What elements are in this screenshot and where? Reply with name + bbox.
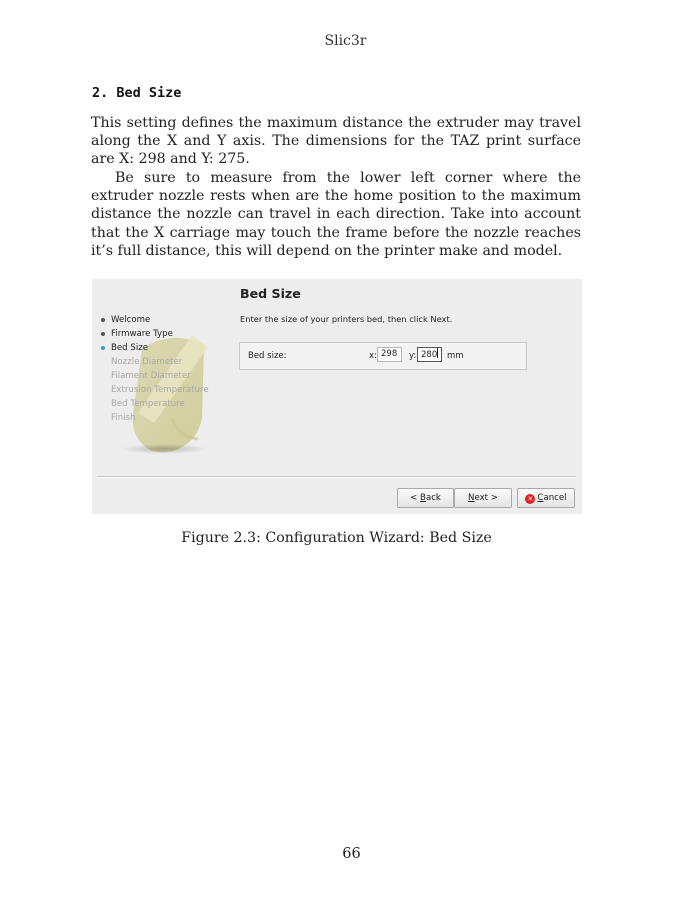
wizard-screenshot (92, 279, 582, 514)
y-value: 280 (421, 350, 438, 360)
next-mnemonic: N (468, 493, 475, 503)
wizard-step-bed-temperature (101, 397, 209, 411)
step-bullet-icon (101, 332, 105, 336)
section-title: 2. Bed Size (92, 85, 182, 101)
wizard-step-label: Firmware Type (111, 329, 173, 339)
back-button[interactable] (397, 488, 454, 508)
wizard-step-label: Filament Diameter (111, 371, 191, 381)
wizard-step-label: Nozzle Diameter (111, 357, 183, 367)
button-separator (97, 476, 576, 478)
logo-shadow (120, 444, 208, 454)
wizard-step-label: Bed Size (111, 343, 149, 353)
back-mnemonic: B (420, 493, 426, 503)
y-label: y: (409, 351, 417, 361)
running-head: Slic3r (324, 33, 367, 49)
wizard-steps (101, 313, 209, 425)
wizard-step-finish (101, 411, 209, 425)
wizard-step-bed-size (101, 341, 209, 355)
wizard-step-nozzle-diameter (101, 355, 209, 369)
paragraph-1: This setting defines the maximum distance the extruder may travel along the X and Y axis. The dimensions for the TAZ print surface are X: 298 and Y: 275. (91, 115, 581, 168)
wizard-step-label: Bed Temperature (111, 399, 185, 409)
paragraph-2: Be sure to measure from the lower left corner where the extruder nozzle rests when are the home position to the maximum distance the nozzle can travel in each direction. Take into account that the X carriage may touch the frame before the nozzle reaches it’s full distance, this will depend on the printer make and model. (91, 170, 581, 259)
x-field[interactable]: 298 (377, 347, 402, 362)
wizard-step-firmware-type (101, 327, 209, 341)
figure-caption: Figure 2.3: Configuration Wizard: Bed Size (181, 530, 492, 546)
page-title: Bed Size (240, 286, 301, 301)
wizard-step-label: Extrusion Temperature (111, 385, 209, 395)
x-label: x: (369, 351, 377, 361)
units-label: mm (447, 351, 464, 361)
cancel-circle-icon: ✕ (525, 494, 535, 504)
wizard-step-label: Welcome (111, 315, 151, 325)
cancel-button[interactable] (517, 488, 575, 508)
cancel-rest: ancel (543, 493, 567, 503)
bed-size-label: Bed size: (248, 351, 287, 361)
y-field[interactable] (417, 347, 442, 362)
back-prefix: < (410, 493, 421, 503)
wizard-step-extrusion-temperature (101, 383, 209, 397)
instruction-text: Enter the size of your printers bed, then click Next. (240, 314, 453, 324)
cancel-mnemonic: C (537, 493, 544, 503)
step-bullet-icon (101, 318, 105, 322)
page-number: 66 (342, 846, 361, 862)
next-button[interactable] (454, 488, 512, 508)
wizard-step-filament-diameter (101, 369, 209, 383)
text-caret (437, 348, 438, 358)
back-rest: ack (425, 493, 441, 503)
next-rest: ext > (474, 493, 498, 503)
wizard-step-label: Finish (111, 413, 136, 423)
wizard-step-welcome (101, 313, 209, 327)
step-bullet-icon (101, 346, 105, 350)
bed-size-panel (239, 342, 527, 370)
